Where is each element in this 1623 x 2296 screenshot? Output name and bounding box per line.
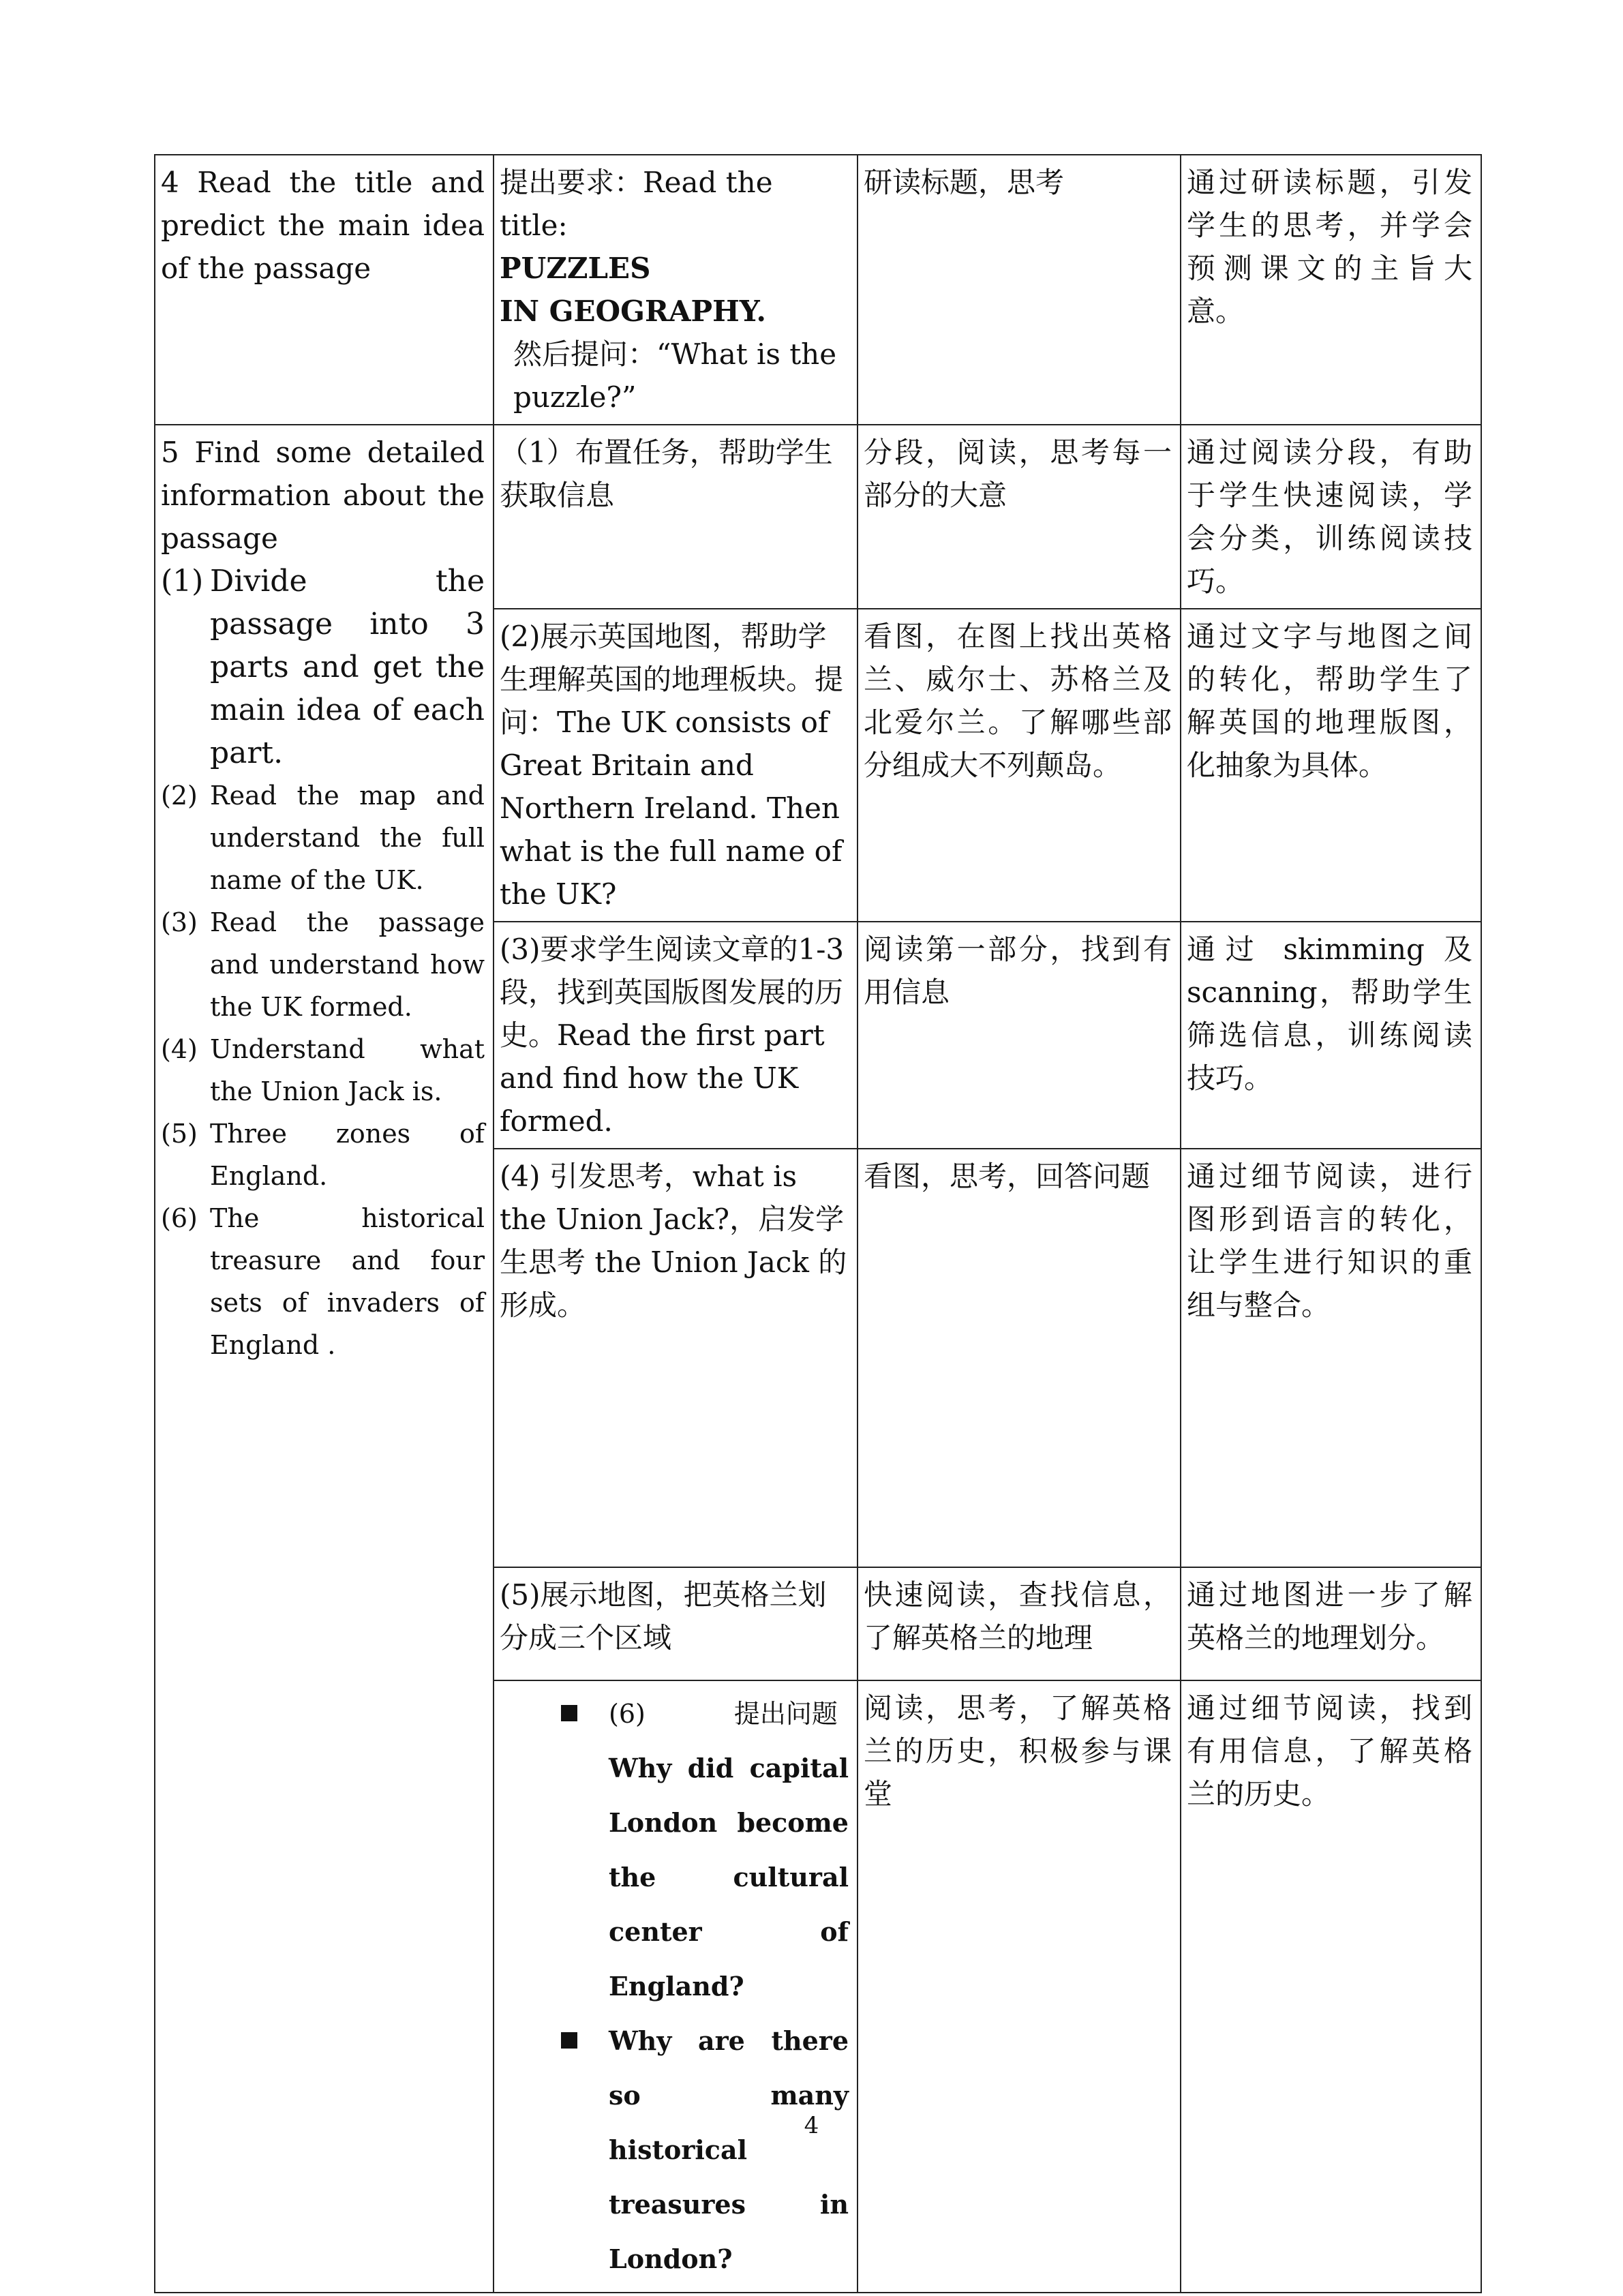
student-cell <box>858 609 1181 922</box>
student-text: 阅读，思考，了解英格兰的历史，积极参与课堂 <box>864 1691 1172 1811</box>
teacher-text: (2)展示英国地图，帮助学生理解英国的地理板块。提问：The UK consists of Great Britain and Northern Ireland. Then what is the full name of the UK? <box>500 620 844 911</box>
activity-title: 5 Find some detailed information about the passage <box>161 436 485 555</box>
student-cell <box>858 922 1181 1149</box>
purpose-cell <box>1181 1567 1481 1680</box>
purpose-text: 通过细节阅读，找到有用信息，了解英格兰的历史。 <box>1187 1691 1472 1811</box>
purpose-cell <box>1181 155 1481 425</box>
activity-sublist <box>161 560 485 1366</box>
student-text: 快速阅读，查找信息，了解英格兰的地理 <box>864 1578 1172 1655</box>
purpose-cell <box>1181 609 1481 922</box>
purpose-cell <box>1181 425 1481 609</box>
student-text: 阅读第一部分，找到有用信息 <box>864 933 1172 1009</box>
passage-title-line2: IN GEOGRAPHY. <box>500 294 766 328</box>
list-item: (1) Divide the passage into 3 parts and get the main idea of each part. <box>161 564 485 770</box>
teacher-text: (5)展示地图，把英格兰划分成三个区域 <box>500 1578 827 1655</box>
list-item: (2) Read the map and understand the full name of the UK. <box>161 781 485 895</box>
student-cell <box>858 155 1181 425</box>
list-item: (6) 提出问题 Why did capital London become the cultural center of England? <box>561 1687 849 2014</box>
student-cell <box>858 425 1181 609</box>
purpose-text: 通过地图进一步了解英格兰的地理划分。 <box>1187 1578 1472 1655</box>
activity-text: 4 Read the title and predict the main idea of the passage <box>161 166 485 285</box>
passage-title-line1: PUZZLES <box>500 252 651 285</box>
teacher-cell <box>494 1680 858 2293</box>
purpose-text: 通过研读标题，引发学生的思考，并学会预测课文的主旨大意。 <box>1187 166 1472 328</box>
student-text: 研读标题，思考 <box>864 166 1065 199</box>
purpose-cell <box>1181 922 1481 1149</box>
activity-cell <box>155 155 494 425</box>
student-cell <box>858 1567 1181 1680</box>
student-text: 分段，阅读，思考每一部分的大意 <box>864 436 1172 512</box>
purpose-cell <box>1181 1680 1481 2293</box>
student-text: 看图，思考，回答问题 <box>864 1160 1151 1193</box>
teacher-cell <box>494 155 858 425</box>
teacher-cell <box>494 922 858 1149</box>
teacher-text: (3)要求学生阅读文章的1-3段，找到英国版图发展的历史。Read the first part and find how the UK formed. <box>500 933 845 1138</box>
teacher-cell <box>494 1567 858 1680</box>
question-text: Why did capital London become the cultural center of England? <box>609 1753 849 2002</box>
teacher-cell <box>494 425 858 609</box>
bullet-square-icon <box>561 1705 577 1721</box>
student-cell <box>858 1149 1181 1567</box>
table-row <box>155 425 1481 609</box>
teacher-text: （1）布置任务，帮助学生获取信息 <box>500 436 833 512</box>
list-item <box>561 2014 849 2286</box>
lesson-plan-table <box>154 154 1482 2293</box>
activity-cell <box>155 425 494 2293</box>
list-item: (6) The historical treasure and four sets of invaders of England . <box>161 1203 485 1360</box>
teacher-text: (4) 引发思考，what is the Union Jack?，启发学生思考 the Union Jack 的形成。 <box>500 1160 847 1322</box>
purpose-text: 通过文字与地图之间的转化，帮助学生了解英国的地理版图，化抽象为具体。 <box>1187 620 1472 782</box>
student-text: 看图，在图上找出英格兰、威尔士、苏格兰及北爱尔兰。了解哪些部分组成大不列颠岛。 <box>864 620 1172 782</box>
purpose-cell <box>1181 1149 1481 1567</box>
table-row <box>155 155 1481 425</box>
page-number: 4 <box>804 2112 819 2139</box>
teacher-cell <box>494 609 858 922</box>
purpose-text: 通过阅读分段，有助于学生快速阅读，学会分类，训练阅读技巧。 <box>1187 436 1472 598</box>
teacher-cell <box>494 1149 858 1567</box>
purpose-text: 通过 skimming 及 scanning，帮助学生筛选信息，训练阅读技巧。 <box>1187 933 1472 1095</box>
teacher-question: 然后提问：“What is the puzzle?” <box>513 337 837 414</box>
teacher-text: 提出要求：Read the title: <box>500 166 773 242</box>
purpose-text: 通过细节阅读，进行图形到语言的转化，让学生进行知识的重组与整合。 <box>1187 1160 1472 1322</box>
question-text: Why are there so many historical treasures in London? <box>609 2025 849 2274</box>
bullet-square-icon <box>561 2032 577 2049</box>
student-cell <box>858 1680 1181 2293</box>
list-item: (3) Read the passage and understand how the UK formed. <box>161 907 485 1022</box>
teacher-questions <box>500 1687 849 2286</box>
list-item: (5) Three zones of England. <box>161 1119 485 1191</box>
list-item: (4) Understand what the Union Jack is. <box>161 1034 485 1106</box>
